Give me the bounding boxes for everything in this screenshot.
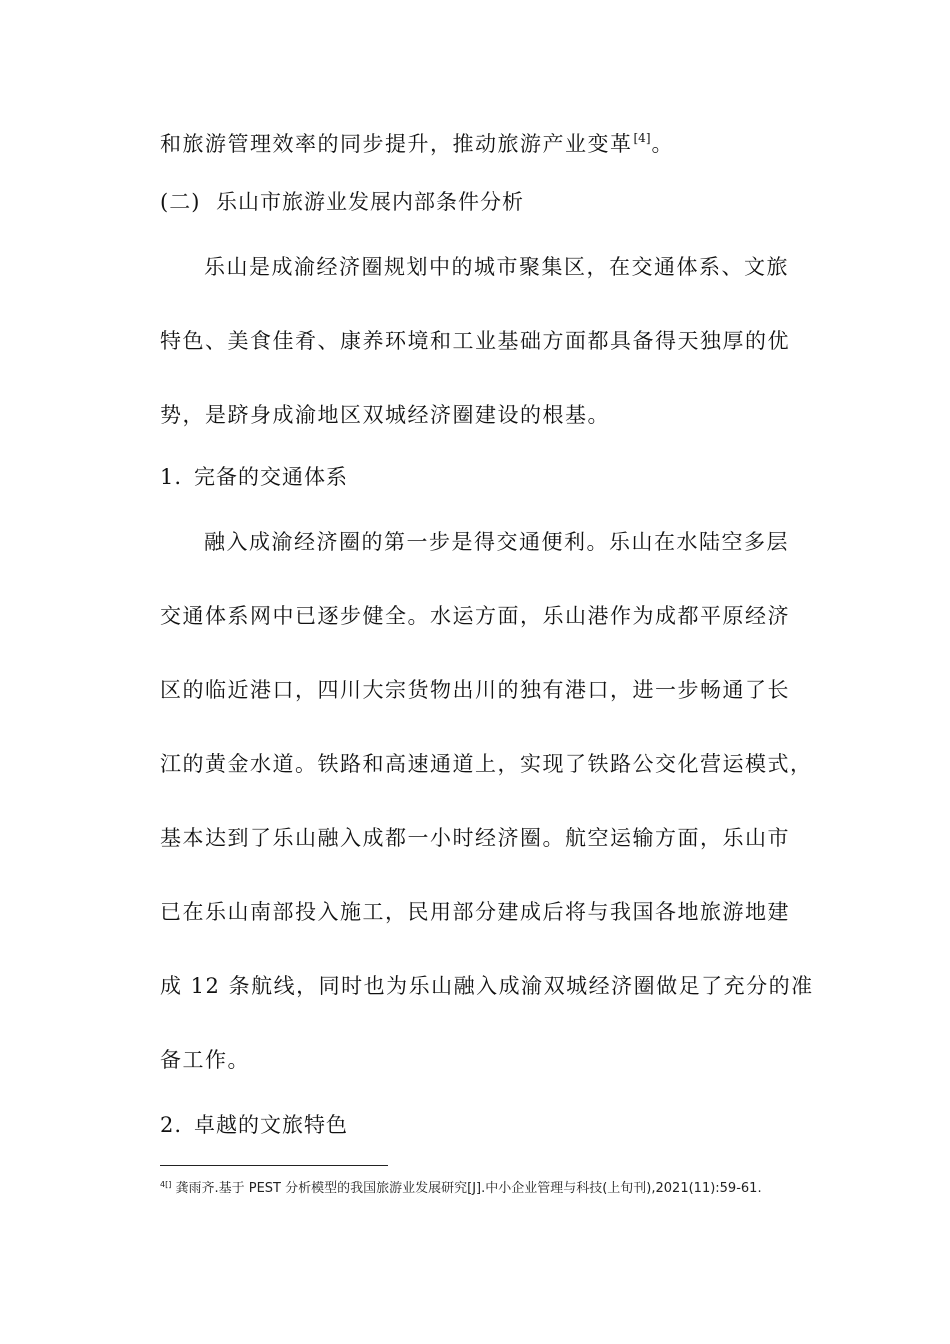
footnote-text: 龚雨齐.基于 PEST 分析模型的我国旅游业发展研究[J].中小企业管理与科技(上旬刊),2021(11):59-61. <box>175 1181 762 1196</box>
line-text: 和旅游管理效率的同步提升，推动旅游产业变革 <box>160 132 633 156</box>
footnote <box>160 1175 800 1198</box>
paragraph-line: 融入成渝经济圈的第一步是得交通便利。乐山在水陆空多层 <box>204 530 789 554</box>
footnote-divider <box>160 1165 388 1166</box>
subsection-title: 卓越的文旅特色 <box>194 1113 348 1137</box>
subsection-number: 1. <box>160 465 183 489</box>
paragraph-line: 区的临近港口，四川大宗货物出川的独有港口，进一步畅通了长 <box>160 678 790 702</box>
subsection-heading <box>160 464 348 490</box>
paragraph-line <box>160 125 674 157</box>
section-title: 乐山市旅游业发展内部条件分析 <box>216 190 524 214</box>
section-number: (二) <box>160 190 201 214</box>
subsection-title: 完备的交通体系 <box>194 465 348 489</box>
citation-ref[interactable]: [4] <box>633 131 651 145</box>
subsection-heading <box>160 1112 348 1138</box>
footnote-marker: 4 <box>160 1180 166 1189</box>
footnote-marker-bracket: [] <box>165 1180 172 1189</box>
subsection-number: 2. <box>160 1113 183 1137</box>
paragraph-line: 已在乐山南部投入施工，民用部分建成后将与我国各地旅游地建 <box>160 900 790 924</box>
paragraph-line: 交通体系网中已逐步健全。水运方面，乐山港作为成都平原经济 <box>160 604 790 628</box>
section-heading <box>160 189 524 215</box>
paragraph-line: 特色、美食佳肴、康养环境和工业基础方面都具备得天独厚的优 <box>160 329 790 353</box>
paragraph-line: 江的黄金水道。铁路和高速通道上，实现了铁路公交化营运模式， <box>160 752 813 776</box>
paragraph-line: 乐山是成渝经济圈规划中的城市聚集区，在交通体系、文旅 <box>204 255 789 279</box>
paragraph-line: 成 12 条航线，同时也为乐山融入成渝双城经济圈做足了充分的准 <box>160 974 814 998</box>
paragraph-line: 备工作。 <box>160 1048 250 1072</box>
paragraph-line: 势，是跻身成渝地区双城经济圈建设的根基。 <box>160 403 610 427</box>
line-tail: 。 <box>651 132 674 156</box>
paragraph-line: 基本达到了乐山融入成都一小时经济圈。航空运输方面，乐山市 <box>160 826 790 850</box>
